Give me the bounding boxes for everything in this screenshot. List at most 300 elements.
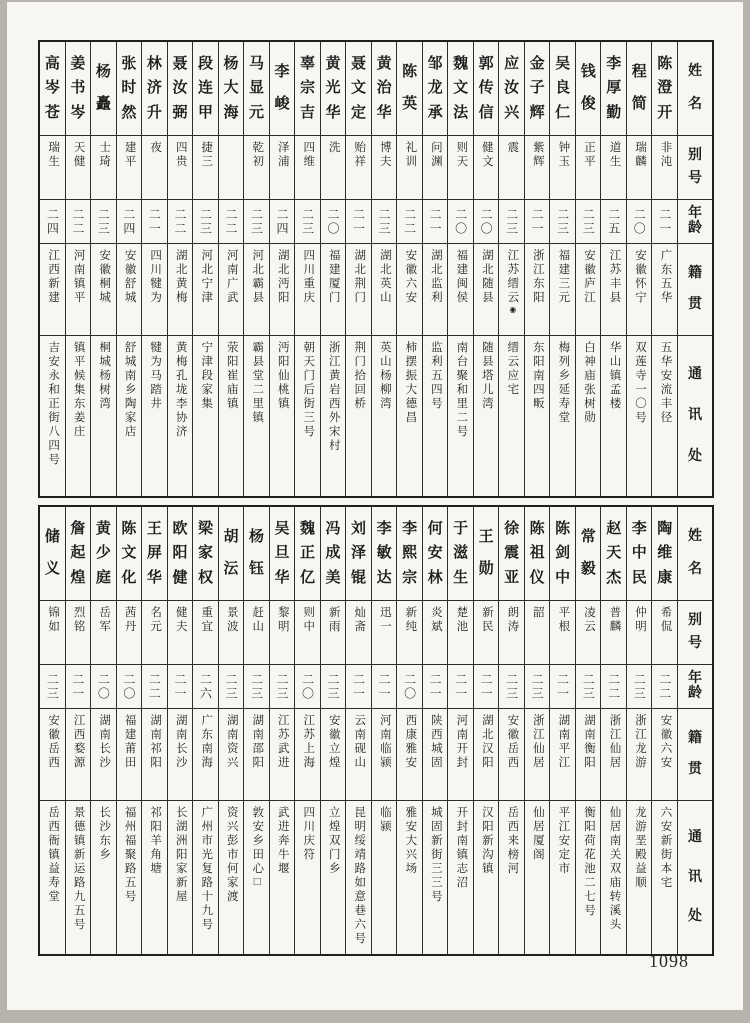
- alias-cell: [423, 601, 448, 665]
- address-cell: [40, 801, 65, 954]
- age-text: 二一: [351, 672, 366, 701]
- native-place-cell: [576, 709, 601, 801]
- native-place-value: 浙江龙游: [633, 714, 646, 770]
- alias-text: 平根: [557, 606, 570, 634]
- alias-cell: [117, 136, 142, 200]
- native-place-text: [98, 244, 110, 305]
- entry-column: [652, 42, 678, 496]
- alias-text: 道生: [608, 141, 621, 169]
- age-cell: [244, 665, 269, 709]
- native-place-cell: [40, 244, 65, 336]
- address-cell: [193, 336, 218, 496]
- alias-cell: [652, 136, 677, 200]
- alias-text: 瑞生: [47, 141, 60, 169]
- native-place-cell: [576, 244, 601, 336]
- alias-cell: [193, 136, 218, 200]
- alias-text: 捷三: [200, 141, 213, 169]
- native-place-text: [123, 244, 135, 305]
- header-alias: 别 号: [678, 136, 712, 200]
- native-place-value: 湖南祁阳: [149, 714, 162, 770]
- native-place-cell: [423, 244, 448, 336]
- age-cell: [627, 200, 652, 244]
- directory-table-top: [38, 40, 714, 498]
- native-place-value: 广东五华: [659, 249, 672, 305]
- native-place-text: [123, 709, 135, 770]
- native-place-text: [659, 244, 671, 305]
- address-cell: [652, 336, 677, 496]
- name-cell: 陶 维 康: [652, 507, 677, 601]
- entry-column: [474, 42, 500, 496]
- age-text: 二三: [275, 672, 289, 701]
- native-place-cell: [168, 709, 193, 801]
- address-cell: [550, 801, 575, 954]
- address-text: 岳西衙镇益寿堂: [47, 806, 60, 904]
- native-place-text: [378, 709, 390, 770]
- age-text: 二三: [581, 672, 596, 701]
- alias-cell: [142, 601, 167, 665]
- age-cell: [117, 665, 142, 709]
- age-text: 二三: [249, 207, 264, 236]
- alias-text: 灿斋: [353, 606, 366, 634]
- name-cell: 陈 澄 开: [652, 42, 677, 136]
- native-place-value: 福建三元: [557, 249, 570, 305]
- native-place-text: [353, 709, 365, 770]
- native-place-value: 安徽怀宁: [633, 249, 646, 305]
- address-text: 汉阳新沟镇: [480, 806, 493, 876]
- address-cell: [117, 336, 142, 496]
- entry-column: [601, 42, 627, 496]
- age-text: 二四: [45, 207, 60, 236]
- entry-column: [627, 42, 653, 496]
- native-place-text: [302, 244, 314, 305]
- age-cell: [91, 200, 116, 244]
- native-place-text: [327, 244, 339, 305]
- native-place-cell: [499, 244, 524, 336]
- entry-column: [168, 507, 194, 954]
- alias-text: 天健: [72, 141, 85, 169]
- age-text: 二三: [530, 672, 545, 701]
- address-cell: [397, 801, 422, 954]
- alias-cell: [244, 136, 269, 200]
- address-text: 广州市光复路十九号: [200, 806, 213, 932]
- address-text: 景德镇新运路九五号: [72, 806, 85, 932]
- entry-column: [499, 42, 525, 496]
- header-name: 姓 名: [678, 42, 712, 136]
- address-cell: [168, 801, 193, 954]
- scanned-page: [7, 2, 743, 1010]
- entry-column: [525, 42, 551, 496]
- name-cell: 辜 宗 吉: [295, 42, 320, 136]
- age-cell: [321, 665, 346, 709]
- native-place-value: 四川犍为: [149, 249, 162, 305]
- age-text: 二一: [657, 207, 672, 236]
- address-cell: [193, 801, 218, 954]
- entry-column: [346, 507, 372, 954]
- name-cell: 李 敏 达: [372, 507, 397, 601]
- entry-column: [397, 507, 423, 954]
- age-text: 二一: [479, 672, 494, 701]
- entry-column: [40, 42, 66, 496]
- native-place-text: [455, 244, 467, 305]
- alias-text: 紫辉: [531, 141, 544, 169]
- native-place-cell: [295, 709, 320, 801]
- age-cell: [295, 665, 320, 709]
- age-text: 二三: [504, 207, 519, 236]
- age-text: 二三: [632, 672, 647, 701]
- native-place-cell: [244, 244, 269, 336]
- age-cell: [576, 200, 601, 244]
- native-place-value: 福建莆田: [123, 714, 136, 770]
- alias-text: 朗涛: [506, 606, 519, 634]
- native-place-cell: [397, 709, 422, 801]
- alias-text: 四维: [302, 141, 315, 169]
- name-cell: 吴 旦 华: [270, 507, 295, 601]
- alias-cell: [40, 136, 65, 200]
- address-text: 柿摆振大德昌: [404, 341, 417, 425]
- native-place-value: 云南砚山: [353, 714, 366, 770]
- native-place-value: 湖南邵阳: [251, 714, 264, 770]
- native-place-cell: [474, 244, 499, 336]
- age-cell: [66, 665, 91, 709]
- entry-column: [91, 42, 117, 496]
- age-text: 二三: [249, 672, 264, 701]
- age-text: 二二: [70, 207, 85, 236]
- name-cell: 胡 沄: [219, 507, 244, 601]
- alias-text: 非沌: [659, 141, 672, 169]
- name-cell: 欧 阳 健: [168, 507, 193, 601]
- age-text: 二二: [606, 672, 621, 701]
- address-cell: [576, 336, 601, 496]
- annotation-mark: ◉: [508, 305, 518, 314]
- entry-column: [372, 507, 398, 954]
- name-cell: 吴 良 仁: [550, 42, 575, 136]
- native-place-text: [404, 709, 416, 770]
- address-text: 衡阳荷花池二七号: [582, 806, 595, 918]
- alias-cell: [321, 601, 346, 665]
- alias-cell: [448, 601, 473, 665]
- alias-cell: [142, 136, 167, 200]
- native-place-cell: [448, 244, 473, 336]
- native-place-value: 河南广武: [225, 249, 238, 305]
- address-cell: [499, 801, 524, 954]
- address-text: 福州福聚路五号: [123, 806, 136, 904]
- entry-column: [91, 507, 117, 954]
- age-text: 二三: [96, 207, 111, 236]
- address-cell: [91, 336, 116, 496]
- alias-cell: [168, 136, 193, 200]
- native-place-text: [531, 709, 543, 770]
- native-place-cell: [372, 244, 397, 336]
- name-cell: 李 厚 勤: [601, 42, 626, 136]
- header-column: [678, 42, 712, 496]
- native-place-value: 安徽六安: [404, 249, 417, 305]
- native-place-text: [98, 709, 110, 770]
- native-place-cell: [244, 709, 269, 801]
- age-cell: [321, 200, 346, 244]
- age-text: 二〇: [96, 672, 111, 701]
- age-cell: [91, 665, 116, 709]
- age-text: 二三: [45, 672, 60, 701]
- age-text: 二〇: [479, 207, 494, 236]
- address-cell: [372, 801, 397, 954]
- name-cell: 王 屏 华: [142, 507, 167, 601]
- native-place-cell: [550, 244, 575, 336]
- native-place-cell: [321, 244, 346, 336]
- native-place-cell: [346, 244, 371, 336]
- native-place-value: 江苏上海: [302, 714, 315, 770]
- header-age: 年 龄: [678, 665, 712, 709]
- alias-cell: [40, 601, 65, 665]
- address-text: 荆门拾回桥: [353, 341, 366, 411]
- alias-text: 岳军: [98, 606, 111, 634]
- native-place-text: [327, 709, 339, 770]
- alias-text: 乾初: [251, 141, 264, 169]
- name-cell: 陈 剑 中: [550, 507, 575, 601]
- alias-text: 贻祥: [353, 141, 366, 169]
- address-text: 平江安定市: [557, 806, 570, 876]
- alias-text: 新民: [480, 606, 493, 634]
- alias-cell: [66, 136, 91, 200]
- address-text: 犍为马踏井: [149, 341, 162, 411]
- alias-text: 健夫: [174, 606, 187, 634]
- alias-cell: [219, 601, 244, 665]
- address-text: 宁津段家集: [200, 341, 213, 411]
- address-cell: [601, 801, 626, 954]
- entry-column: [346, 42, 372, 496]
- native-place-value: 安徽庐江: [582, 249, 595, 305]
- header-name: 姓 名: [678, 507, 712, 601]
- entry-column: [117, 42, 143, 496]
- header-native-place: 籍 贯: [678, 244, 712, 336]
- age-cell: [652, 665, 677, 709]
- native-place-text: [225, 244, 237, 305]
- native-place-value: 湖北随县: [480, 249, 493, 305]
- native-place-value: 安徽岳西: [47, 714, 60, 770]
- alias-cell: [474, 601, 499, 665]
- name-cell: 刘 泽 锟: [346, 507, 371, 601]
- name-cell: 应 汝 兴: [499, 42, 524, 136]
- address-cell: [142, 336, 167, 496]
- native-place-value: 江西婺源: [72, 714, 85, 770]
- name-cell: 马 显 元: [244, 42, 269, 136]
- address-cell: [627, 801, 652, 954]
- alias-text: 礼训: [404, 141, 417, 169]
- entry-column: [66, 507, 92, 954]
- entry-column: [40, 507, 66, 954]
- alias-cell: [346, 601, 371, 665]
- address-cell: [91, 801, 116, 954]
- name-cell: 钱 俊: [576, 42, 601, 136]
- entry-column: [117, 507, 143, 954]
- address-cell: [423, 336, 448, 496]
- native-place-value: 湖南衡阳: [582, 714, 595, 770]
- age-text: 二二: [147, 672, 162, 701]
- alias-text: 仲明: [633, 606, 646, 634]
- directory-table-bottom: [38, 505, 714, 956]
- age-text: 二三: [377, 207, 392, 236]
- entry-column: [193, 507, 219, 954]
- entry-column: [270, 507, 296, 954]
- native-place-cell: [652, 244, 677, 336]
- age-text: 二二: [223, 207, 238, 236]
- entry-column: [448, 507, 474, 954]
- address-cell: [66, 336, 91, 496]
- age-text: 二三: [504, 672, 519, 701]
- age-text: 二六: [198, 672, 213, 701]
- entry-column: [66, 42, 92, 496]
- age-text: 二〇: [402, 672, 417, 701]
- address-cell: [270, 801, 295, 954]
- address-cell: [219, 336, 244, 496]
- alias-cell: [474, 136, 499, 200]
- alias-cell: [423, 136, 448, 200]
- address-text: 岳西来榜河: [506, 806, 519, 876]
- native-place-value: 浙江东阳: [531, 249, 544, 305]
- age-cell: [295, 200, 320, 244]
- name-cell: 王 勋: [474, 507, 499, 601]
- name-cell: 于 滋 生: [448, 507, 473, 601]
- native-place-value: 西康雅安: [404, 714, 417, 770]
- native-place-text: [276, 709, 288, 770]
- address-text: 南台聚和里二号: [455, 341, 468, 439]
- alias-text: 泽浦: [276, 141, 289, 169]
- native-place-cell: [423, 709, 448, 801]
- alias-cell: [91, 601, 116, 665]
- entry-column: [423, 507, 449, 954]
- age-cell: [499, 665, 524, 709]
- native-place-text: [455, 709, 467, 770]
- age-text: 二一: [428, 207, 443, 236]
- entry-column: [576, 42, 602, 496]
- native-place-cell: [627, 709, 652, 801]
- age-cell: [193, 200, 218, 244]
- age-cell: [550, 665, 575, 709]
- native-place-cell: [117, 709, 142, 801]
- native-place-text: [174, 709, 186, 770]
- address-text: 沔阳仙桃镇: [276, 341, 289, 411]
- alias-cell: [270, 601, 295, 665]
- native-place-cell: [91, 244, 116, 336]
- address-text: 武进奔牛堰: [276, 806, 289, 876]
- address-text: 仙居南关双庙转溪头: [608, 806, 621, 932]
- name-cell: 储 义: [40, 507, 65, 601]
- native-place-value: 湖北汉阳: [480, 714, 493, 770]
- alias-cell: [372, 136, 397, 200]
- address-text: 霸县堂二里镇: [251, 341, 264, 425]
- address-cell: [474, 801, 499, 954]
- native-place-cell: [372, 709, 397, 801]
- alias-cell: [346, 136, 371, 200]
- address-text: 随县塔儿湾: [480, 341, 493, 411]
- native-place-cell: [397, 244, 422, 336]
- address-text: 荥阳崔庙镇: [225, 341, 238, 411]
- entry-column: [550, 42, 576, 496]
- alias-cell: [91, 136, 116, 200]
- native-place-cell: [346, 709, 371, 801]
- alias-cell: [321, 136, 346, 200]
- entry-column: [601, 507, 627, 954]
- native-place-text: [608, 244, 620, 305]
- alias-text: 则天: [455, 141, 468, 169]
- age-cell: [525, 665, 550, 709]
- age-cell: [474, 200, 499, 244]
- address-text: 桐城杨树湾: [98, 341, 111, 411]
- native-place-value: 湖南长沙: [174, 714, 187, 770]
- native-place-cell: [66, 709, 91, 801]
- entry-column: [244, 42, 270, 496]
- name-cell: 聂 汝 弼: [168, 42, 193, 136]
- native-place-text: [582, 709, 594, 770]
- alias-text: 景波: [225, 606, 238, 634]
- native-place-cell: [525, 244, 550, 336]
- age-text: 二一: [172, 672, 187, 701]
- address-cell: [627, 336, 652, 496]
- name-cell: 李 熙 宗: [397, 507, 422, 601]
- native-place-value: 福建闽侯: [455, 249, 468, 305]
- age-text: 二一: [555, 672, 570, 701]
- age-text: 二二: [657, 672, 672, 701]
- address-text: 镇平候集东姜庄: [72, 341, 85, 439]
- entry-column: [168, 42, 194, 496]
- entry-column: [627, 507, 653, 954]
- name-cell: 常 毅: [576, 507, 601, 601]
- native-place-cell: [601, 709, 626, 801]
- entry-column: [142, 42, 168, 496]
- alias-text: 夜: [149, 141, 162, 155]
- native-place-value: 安徽舒城: [123, 249, 136, 305]
- alias-text: 建平: [123, 141, 136, 169]
- native-place-cell: [601, 244, 626, 336]
- native-place-text: [200, 709, 212, 770]
- address-text: 临颍: [378, 806, 391, 834]
- name-cell: 姜 书 岑: [66, 42, 91, 136]
- entry-column: [576, 507, 602, 954]
- alias-text: 烈铭: [72, 606, 85, 634]
- native-place-value: 四川重庆: [302, 249, 315, 305]
- name-cell: 魏 正 亿: [295, 507, 320, 601]
- address-text: 缙云应宅: [506, 341, 519, 397]
- name-cell: 聂 文 定: [346, 42, 371, 136]
- native-place-value: 湖北沔阳: [276, 249, 289, 305]
- native-place-value: 浙江仙居: [608, 714, 621, 770]
- address-text: 昆明绥靖路如意巷六号: [353, 806, 366, 946]
- alias-text: 凌云: [582, 606, 595, 634]
- entry-column: [219, 42, 245, 496]
- address-text: 双莲寺一〇号: [633, 341, 646, 425]
- native-place-text: [429, 709, 441, 770]
- alias-text: 希侃: [659, 606, 672, 634]
- address-text: 立煌双门乡: [327, 806, 340, 876]
- age-cell: [142, 200, 167, 244]
- name-cell: 黄 治 华: [372, 42, 397, 136]
- native-place-text: [608, 709, 620, 770]
- native-place-value: 安徽桐城: [98, 249, 111, 305]
- native-place-text: [429, 244, 441, 305]
- age-cell: [270, 665, 295, 709]
- native-place-cell: [117, 244, 142, 336]
- alias-cell: [295, 601, 320, 665]
- address-cell: [346, 801, 371, 954]
- address-cell: [525, 336, 550, 496]
- native-place-value: 福建厦门: [327, 249, 340, 305]
- native-place-text: [47, 709, 59, 770]
- alias-cell: [652, 601, 677, 665]
- page-number: 1098: [649, 951, 689, 971]
- address-cell: [346, 336, 371, 496]
- native-place-value: 浙江仙居: [531, 714, 544, 770]
- address-cell: [321, 336, 346, 496]
- alias-cell: [525, 136, 550, 200]
